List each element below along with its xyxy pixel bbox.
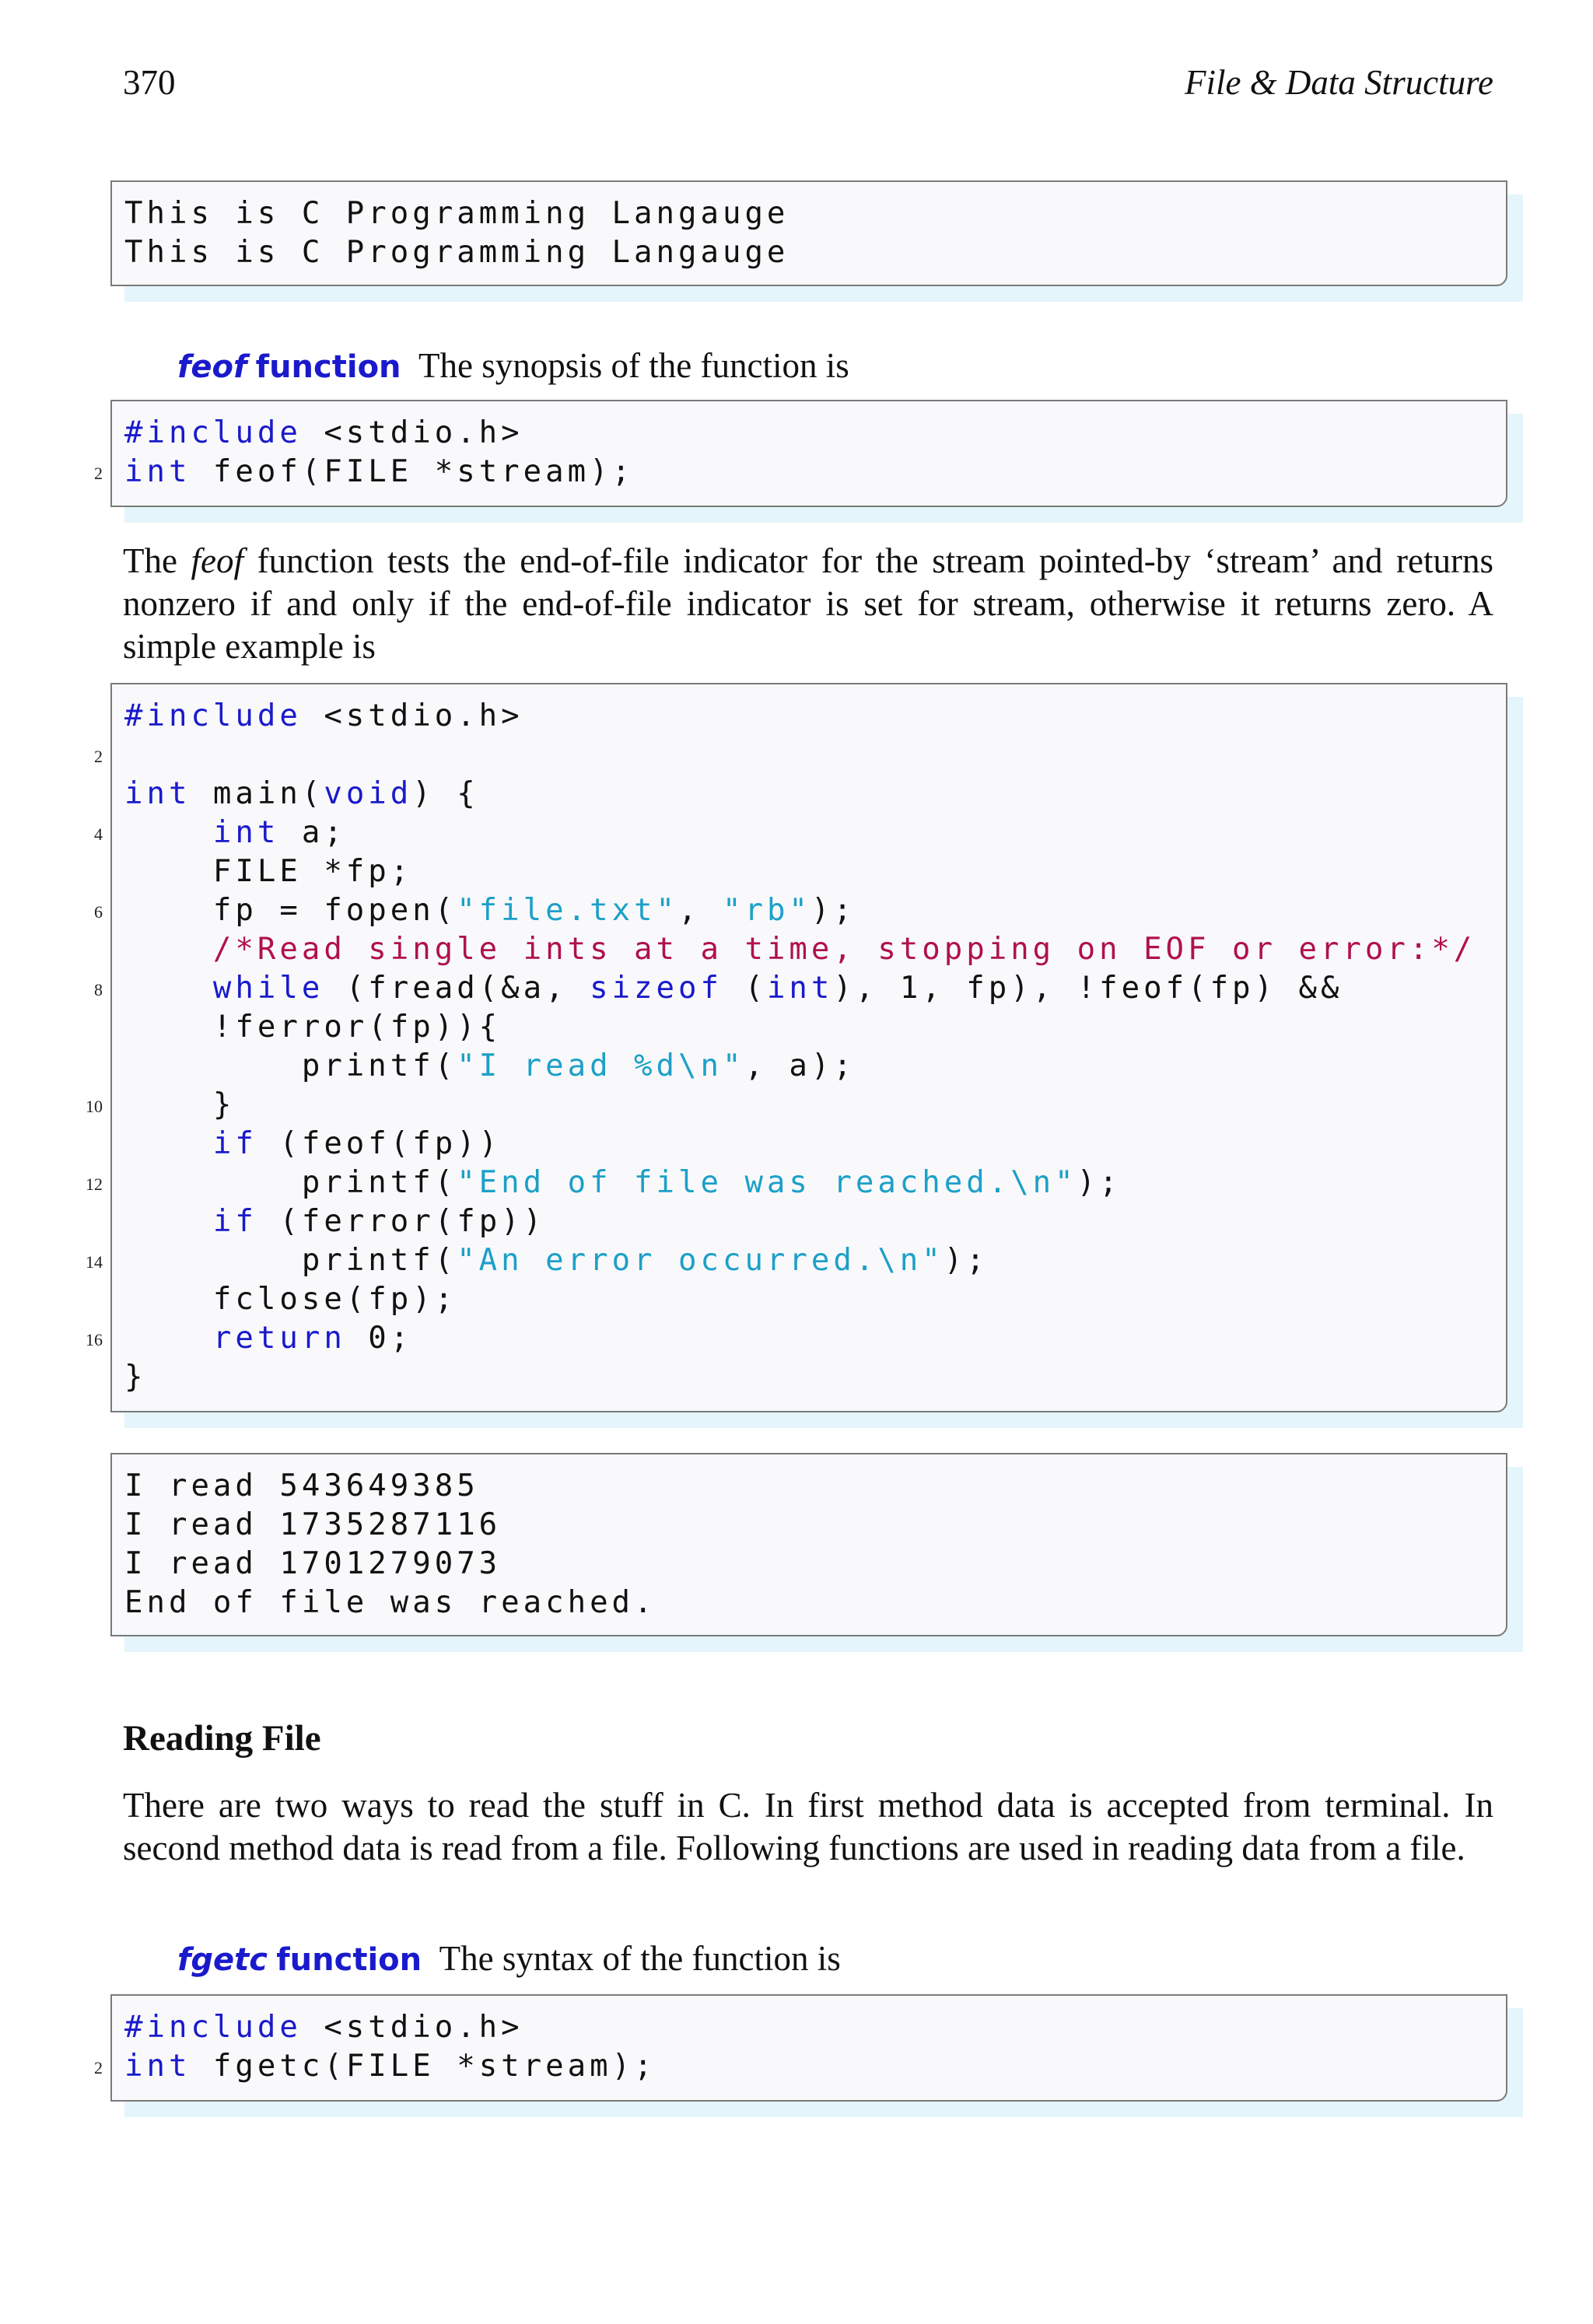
code-box-fgetc-synopsis: [94, 1994, 1507, 2102]
code-box-example: [86, 683, 1507, 1412]
heading-text: The synopsis of the function is: [418, 346, 849, 385]
code-line: if (feof(fp)): [212, 1126, 502, 1161]
code-line: fclose(fp);: [124, 1282, 457, 1317]
code-line: 6 fp = fopen("file.txt", "rb");: [124, 891, 1476, 930]
code-line: 4 int a;: [124, 814, 1476, 852]
feof-heading: [177, 345, 849, 386]
line-number: 16: [86, 1330, 103, 1349]
section-title: Reading File: [123, 1718, 321, 1759]
code-line: if (ferror(fp)): [212, 1204, 546, 1239]
output-line: I read 543649385: [124, 1468, 479, 1503]
line-number: 2: [94, 464, 103, 483]
code-line: #include <stdio.h>: [124, 2010, 523, 2045]
code-line: }: [124, 1360, 147, 1395]
output-box: [110, 1453, 1507, 1636]
fgetc-heading: [177, 1938, 841, 1979]
code-line: #include <stdio.h>: [124, 415, 523, 450]
line-number: 6: [94, 902, 103, 922]
function-label: function: [276, 1942, 422, 1978]
code-line: 12 printf("End of file was reached.\n");: [124, 1164, 1476, 1202]
code-line: !ferror(fp)){: [124, 1010, 502, 1045]
code-line: printf("I read %d\n", a);: [124, 1048, 856, 1083]
code-box-feof-synopsis: [94, 400, 1507, 507]
line-number: 10: [86, 1097, 103, 1116]
page-number: 370: [123, 63, 176, 102]
code-line: 8 while (fread(&a, sizeof (int), 1, fp), !feof(fp) &&: [124, 969, 1476, 1008]
code-line: 14 printf("An error occurred.\n");: [124, 1241, 1476, 1280]
code-line: 2 int feof(FILE *stream);: [124, 453, 634, 492]
output-box: [110, 180, 1507, 286]
code-line: #include <stdio.h>: [124, 698, 523, 733]
function-name: fgetc: [177, 1942, 268, 1978]
line-number: 2: [94, 2058, 103, 2077]
code-line: /*Read single ints at a time, stopping on EOF or error:*/: [212, 932, 1476, 967]
code-line: int main(void) {: [124, 776, 479, 811]
line-number: 4: [94, 824, 103, 844]
code-line: FILE *fp;: [124, 854, 413, 889]
running-title: File & Data Structure: [1184, 63, 1493, 102]
output-line: This is C Programming Langauge: [124, 196, 789, 231]
line-number: 8: [94, 980, 103, 999]
line-number: 14: [86, 1252, 103, 1272]
function-name: feof: [177, 349, 247, 385]
output-line: End of file was reached.: [124, 1585, 656, 1620]
code-line: 2 int fgetc(FILE *stream);: [124, 2047, 656, 2086]
line-number: 12: [86, 1174, 103, 1194]
code-line: 16 return 0;: [124, 1319, 1476, 1358]
function-label: function: [255, 349, 401, 385]
code-line: 10 }: [124, 1086, 1476, 1125]
feof-description: The feof function tests the end-of-file indicator for the stream pointed-by ‘stream’ and returns nonzero if and only if the end-of-file indicator is set for stream, otherwise it returns zero. A simple example is: [123, 541, 1493, 666]
heading-text: The syntax of the function is: [439, 1939, 841, 1978]
line-number: 2: [94, 747, 103, 766]
output-line: I read 1735287116: [124, 1507, 502, 1542]
code-line: [94, 736, 1476, 775]
reading-file-paragraph: There are two ways to read the stuff in C. In first method data is accepted from terminal. In second method data is read from a file. Following functions are used in reading data from a file.: [123, 1786, 1493, 1867]
output-line: This is C Programming Langauge: [124, 235, 789, 270]
output-line: I read 1701279073: [124, 1546, 502, 1581]
